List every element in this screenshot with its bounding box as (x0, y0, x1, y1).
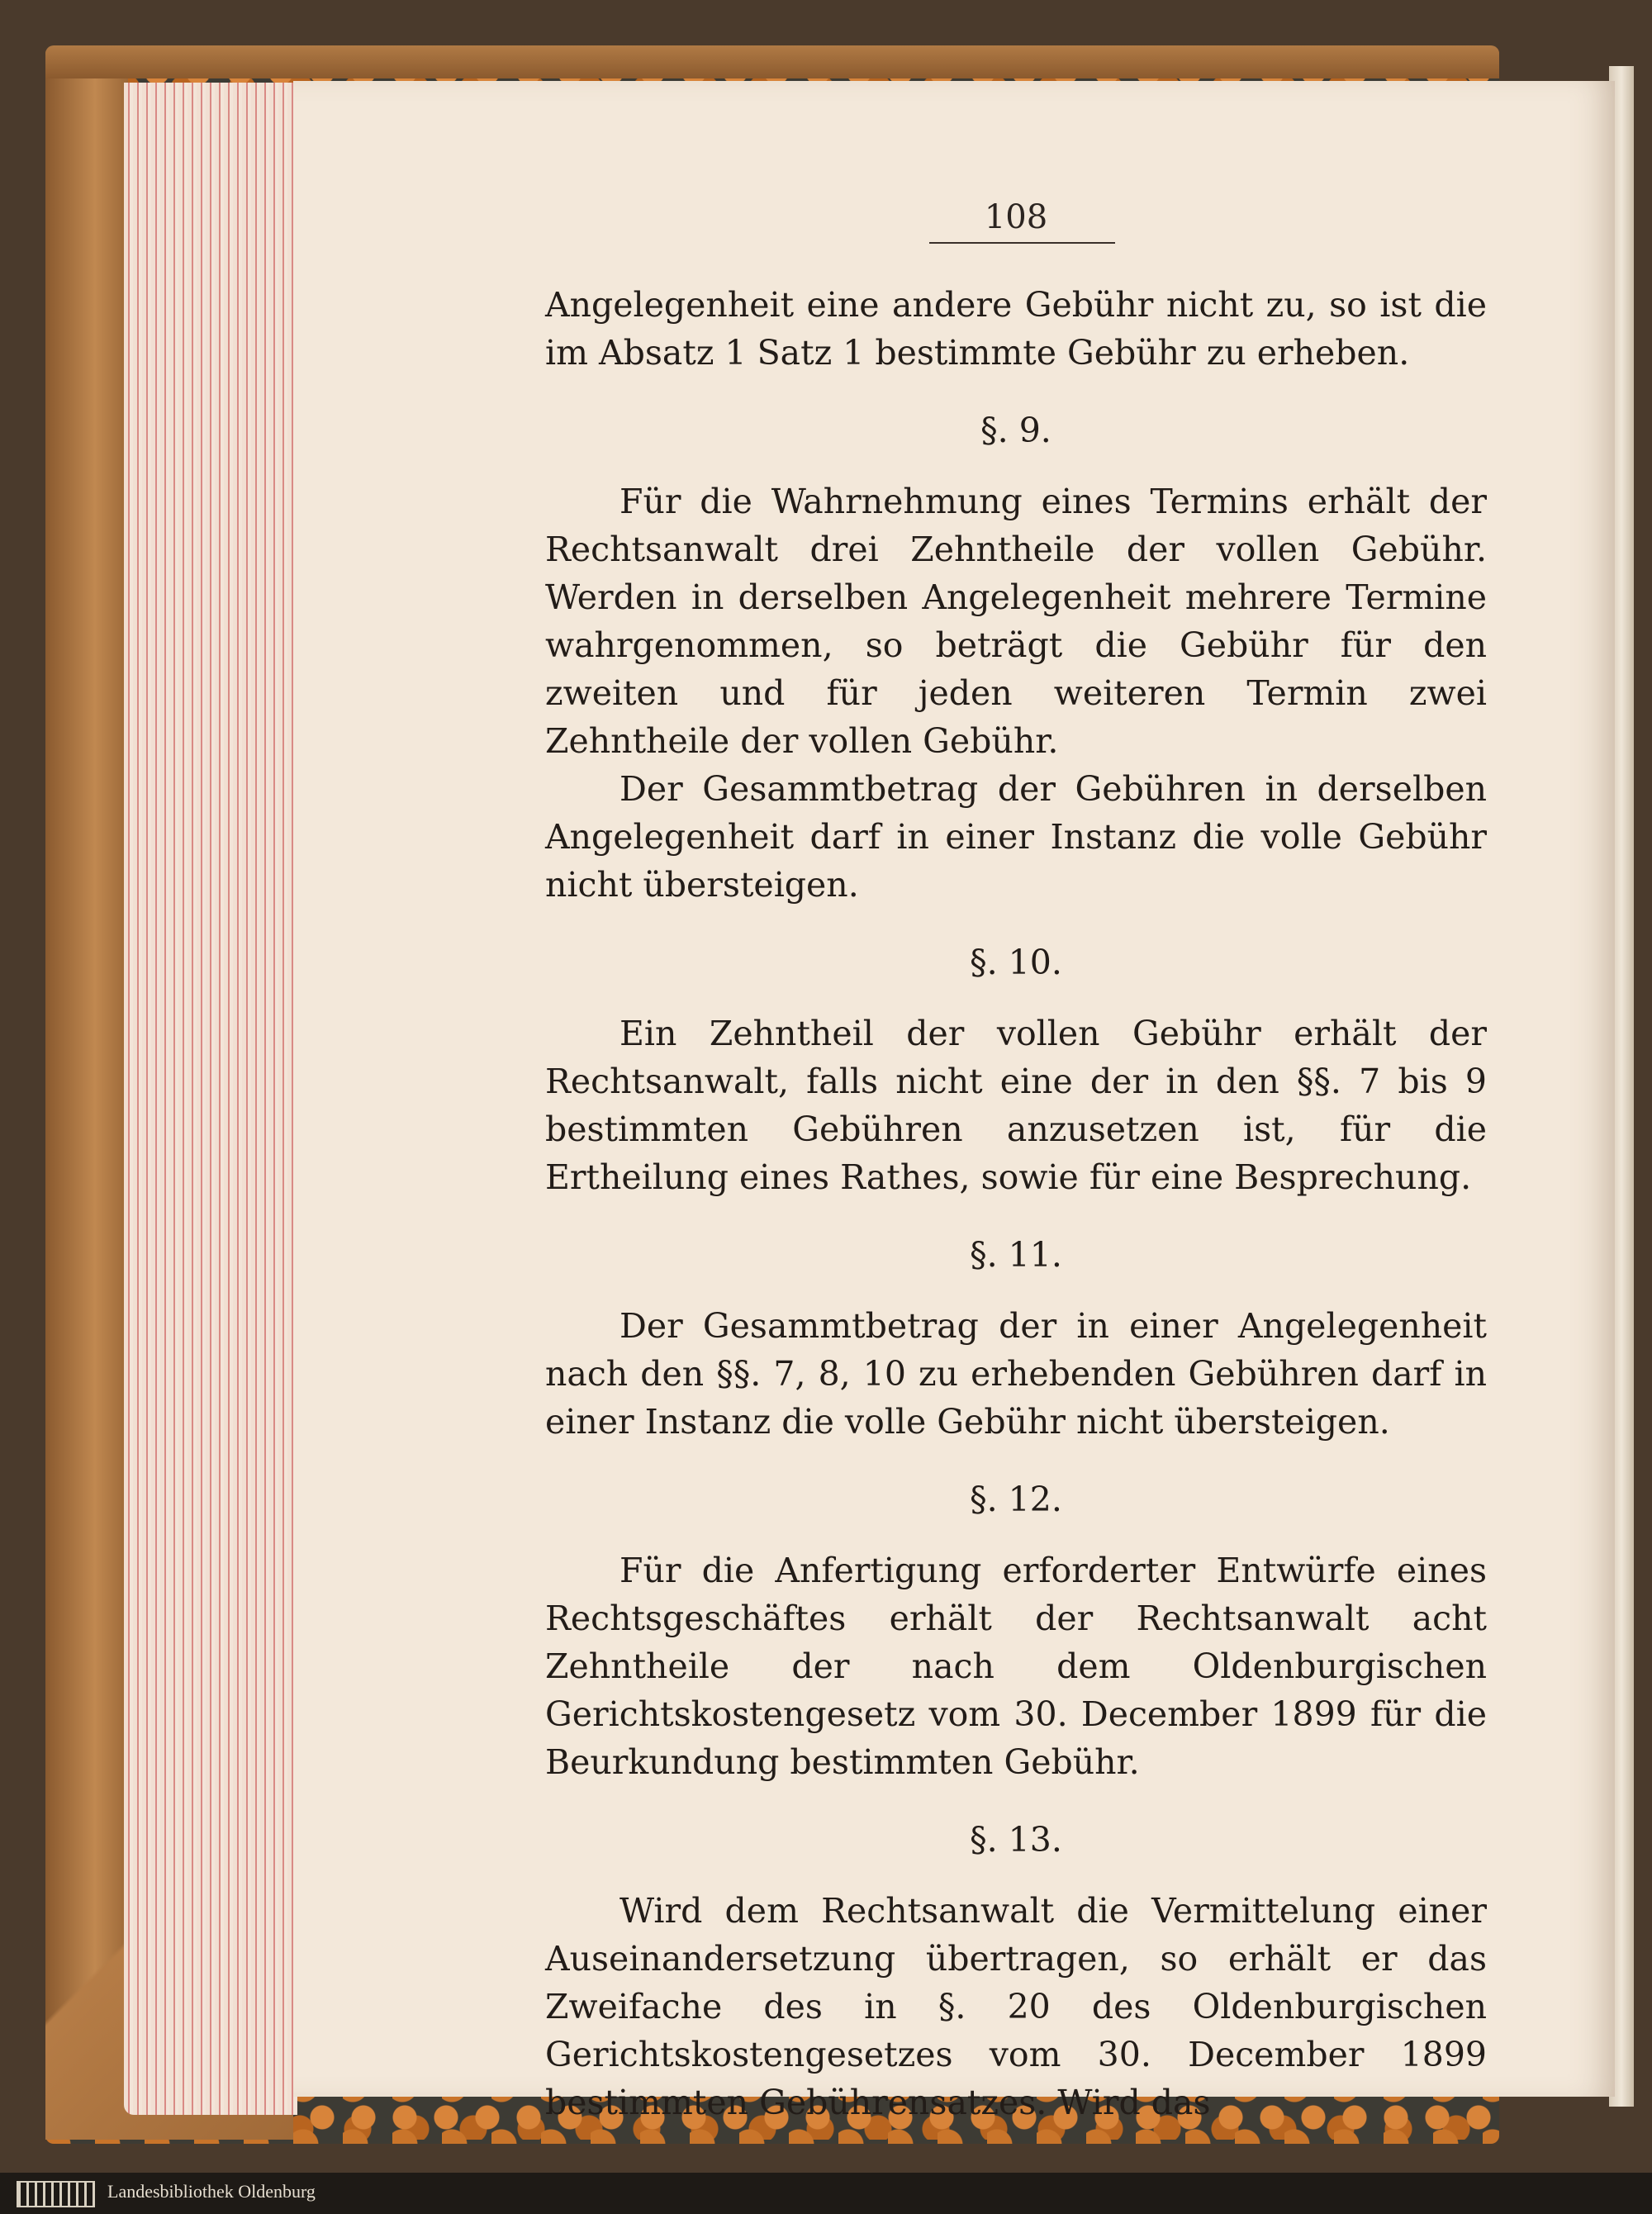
paragraph: Für die Wahrnehmung eines Termins erhält der Rechtsanwalt drei Zehntheile der vollen Gebühr. Werden in derselben Angelegenheit mehrere Termine wahrgenommen, so beträgt die Gebühr für den zweiten und für jeden weiteren Termin zwei Zehntheile der vollen Gebühr. (545, 482, 1487, 761)
paragraph: Ein Zehntheil der vollen Gebühr erhält der Rechtsanwalt, falls nicht eine der in den §§. 7 bis 9 bestimmten Gebühren anzusetzen ist, für die Ertheilung eines Rathes, sowie für eine Besprechung. (545, 1014, 1487, 1197)
library-logo-icon (17, 2181, 95, 2207)
paragraph: Wird dem Rechtsanwalt die Vermittelung einer Auseinandersetzung übertragen, so erhält er das Zweifache des in §. 20 des Oldenburgischen Gerichtskostengesetzes vom 30. December 1899 bestimmten Gebührensatzes. Wird das (545, 1891, 1487, 2122)
paragraph: Der Gesammtbetrag der Gebühren in derselben Angelegenheit darf in einer Instanz die volle Gebühr nicht übersteigen. (545, 769, 1487, 905)
paragraph: Angelegenheit eine andere Gebühr nicht zu, so ist die im Absatz 1 Satz 1 bestimmte Gebühr zu erheben. (545, 285, 1487, 373)
section-heading: §. 11. (970, 1235, 1062, 1275)
page-block-edges (124, 83, 297, 2115)
section-heading: §. 13. (970, 1820, 1062, 1860)
section-heading: §. 12. (970, 1480, 1062, 1519)
paragraph: Für die Anfertigung erforderter Entwürfe eines Rechtsgeschäftes erhält der Rechtsanwalt acht Zehntheile der nach dem Oldenburgischen Gerichtskostengesetz vom 30. December 1899 für die Beurkundung bestimmten Gebühr. (545, 1551, 1487, 1782)
cover-leather-top (45, 45, 1499, 78)
page-number: 108 (984, 198, 1048, 236)
page-number-rule (929, 242, 1115, 244)
section-heading: §. 10. (970, 943, 1062, 982)
section-heading: §. 9. (980, 411, 1051, 450)
page-text-block (545, 281, 1487, 2126)
footer-library-name: Landesbibliothek Oldenburg (107, 2181, 316, 2202)
paragraph: Der Gesammtbetrag der in einer Angelegenheit nach den §§. 7, 8, 10 zu erhebenden Gebühren darf in einer Instanz die volle Gebühr nicht übersteigen. (545, 1306, 1487, 1442)
